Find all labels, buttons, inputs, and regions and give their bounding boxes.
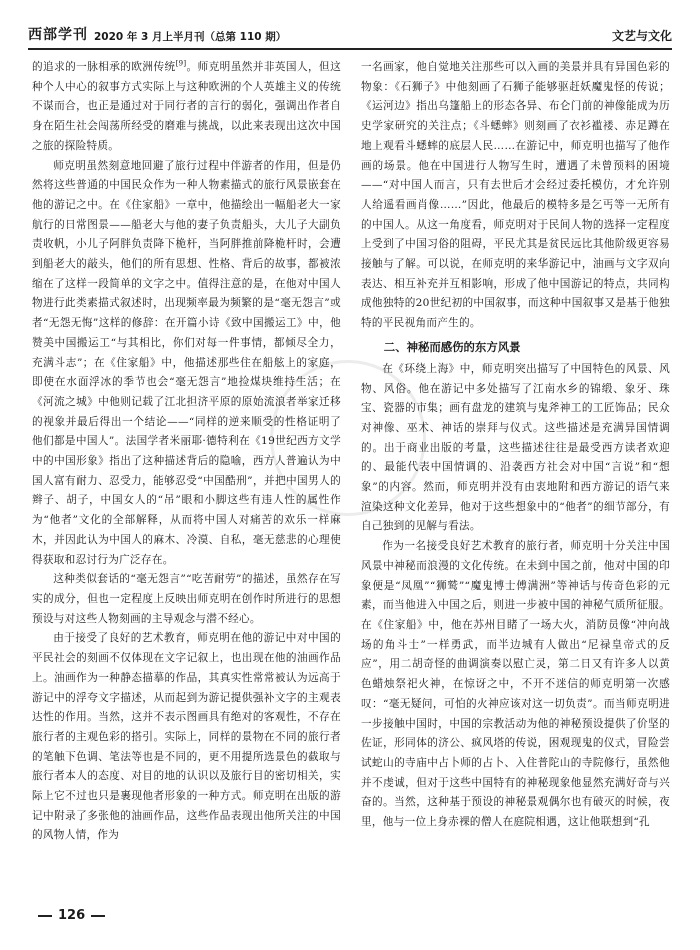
paragraph: 由于接受了良好的艺术教育，师克明在他的游记中对中国的平民社会的刻画不仅体现在文字记叙上，也出现在他的油画作品上。油画作为一种静态描摹的作品，其真实性常常被认为远高于游记中的浮夸文字描述，从而起到为游记提供强补文字的主观表达性的作用。当然，这并不表示图画具有绝对的客观性，不存在旅行者的主观色彩的搭引。实际上，同样的景物在不同的旅行者的笔触下色调、笔法等也是不同的，更不用提所选景色的截取与旅行者本人的态度、对目的地的认识以及旅行目的密切相关，实际上它不过也只是裹现他者形象的一种方式。师克明在出版的游记中附录了多张他的油画作品，这些作品表现出他所关注的中国的风物人情，作为 [32, 632, 341, 842]
section-tag: 文艺与文化 [611, 29, 672, 43]
paragraph: 这种类似套话的“毫无怨言”“吃苦耐劳”的描述，虽然存在写实的成分，但也一定程度上反映出师克明在创作时所进行的思想预设与对这些人物刻画的主导观念与潜不经心。 [32, 573, 341, 625]
journal-name: 西部学刊 [28, 27, 88, 43]
paragraph: 在《环绕上海》中，师克明突出描写了中国特色的风景、风物、风俗。他在游记中多处描写了江南水乡的锦缎、象牙、珠宝、瓷器的市集；画有盘龙的建筑与鬼斧神工的工匠饰品；民众对神像、巫术、神话的崇拜与仪式。这些描述是充满异国情调的。出于商业出版的考量，这些描述往往是最受西方读者欢迎的、最能代表中国情调的、沿袭西方社会对中国“言说”和“想象”的内容。然而，师克明并没有由衷地附和西方游记的语气来渲染这种文化差异，他对于这些想象中的“他者”的细节部分，有自己独到的见解与看法。 [361, 362, 670, 533]
page-header [28, 20, 672, 50]
page-footer [38, 908, 105, 923]
footer-dash-left [38, 915, 52, 917]
page-number: 126 [58, 908, 86, 923]
article-body [32, 58, 670, 903]
header-left [28, 24, 286, 44]
paragraph: 师克明虽然刻意地回避了旅行过程中伴游者的作用，但是仍然将这些普通的中国民众作为一种人物素描式的旅行风景嵌套在他的游记之中。在《住家船》一章中，他描绘出一幅船老大一家航行的日常图景——船老大与他的妻子负责船头，大儿子大副负责收帆，小儿子阿胖负责降下桅杆，当阿胖推前降桅杆时，会遭到船老大的敲头，他们的所有思想、性格、背后的故事，都被浓缩在了这样一段简单的文字之中。值得注意的是，在他对中国人物进行此类素描式叙述时，出现频率最为频繁的是“毫无怨言”或者“无怨无悔”这样的修辞：在开篇小诗《致中国搬运工》中，他赞美中国搬运工“与其相比，你们对每一件事情，都倾尽全力，充满斗志”；在《住家船》中，他描述那些住在船舷上的家庭，即使在水面浮冰的季节也会“毫无怨言”地捡煤块维持生活；在《河流之城》中他则记载了江北担济平原的原始流浪者举家迁移的视象并最后得出一个结论——“同样的逆来顺受的性格证明了他们都是中国人”。法国学者米丽耶·德特利在《19世纪西方文学中的中国形象》指出了这种描述背后的隐喻，西方人普遍认为中国人富有耐力、忍受力，能够忍受“中国酷刑”，并把中国男人的辫子、胡子，中国女人的“吊”眼和小脚这些有违人性的属性作为“他者”文化的全部解释，从而将中国人对痛苦的欢乐一样麻木，并因此认为中国人的麻木、冷漠、自私，毫无慈悲的心理使得获取和忍讨行为广泛存在。 [32, 159, 341, 566]
issue-info: 2020 年 3 月上半月刊（总第 110 期） [94, 31, 287, 43]
left-column [32, 58, 341, 903]
footnote-marker: [9] [175, 59, 187, 68]
paragraph: 的追求的一脉相承的欧洲传统[9]。师克明虽然并非英国人，但这种个人中心的叙事方式实际上与这种欧洲的个人英雄主义的传统不谋而合，也正是通过对于同行者的言行的弱化，强调出作者自身在陌生社会闯荡所经受的磨难与挑战，以此来表现出这次中国之旅的探险特质。 [32, 59, 341, 152]
right-column [361, 58, 670, 903]
footer-dash-right [91, 915, 105, 917]
paragraph: 一名画家，他自觉地关注那些可以入画的美景并具有异国色彩的物象：《石狮子》中他刻画了石狮子能够驱赶妖魔鬼怪的传说；《运河边》指出乌篷船上的形态各异、布仑门前的神像能成为历史学家研究的关注点；《斗蟋蟀》则刻画了衣衫褴褛、赤足蹲在地上观看斗蟋蟀的底层人民……在游记中，师克明也描写了他作画的场景。他在中国进行人物写生时，遭遇了未曾预料的困境——“对中国人而言，只有去世后才会经过委托模仿，才允许别人给遥看画肖像……”因此，他最后的模特多是乞丐等一无所有的中国人。从这一角度看，师克明对于民间人物的选择一定程度上受到了中国习俗的阻碍，平民尤其是贫民远比其他阶级更容易接触与了解。可以说，在师克明的来华游记中，油画与文字双向表达、相互补充并互相影响，形成了他中国游记的特点，共同构成他独特的20世纪初的中国叙事，而这种中国叙事又是基于他独特的平民视角而产生的。 [361, 61, 670, 330]
paragraph: 作为一名接受良好艺术教育的旅行者，师克明十分关注中国风景中神秘而浪漫的文化传统。在未到中国之前，他对中国的印象便是“凤凰”“狮鹫”“魔鬼博士傅满洲”等神话与传奇色彩的元素，而当他进入中国之后，则进一步被中国的神秘气质所征服。在《住家船》中，他在苏州目睹了一场大火，消防员像“冲向战场的角斗士”一样勇武，而半边城有人做出“尼禄皇帝式的反应”，用二胡奇怪的曲调演奏以慰亡灵，第二日又有许多人以黄色蜡烛祭祀火神，在惊讶之中，不开不迷信的师克明第一次感叹：“毫无疑问，可怕的火神应该对这一切负责”。而当师克明进一步接触中国时，中国的宗教活动为他的神秘预设提供了价坚的佐证，形同体的济公、疯风塔的传说，困观现鬼的仪式，冒险尝试蛇山的寺庙中占卜师的占卜、入住普陀山的寺院修行，虽然他并不虔诚，但对于这些中国特有的神秘现象他显然充满好奇与兴奋的。当然，这种基于预设的神秘景观偶尔也有破灭的时候，夜里，他与一位上身赤裸的僧人在庭院相遇，这让他联想到“孔 [361, 540, 670, 829]
section-heading: 二、神秘而感伤的东方风景 [383, 339, 521, 354]
